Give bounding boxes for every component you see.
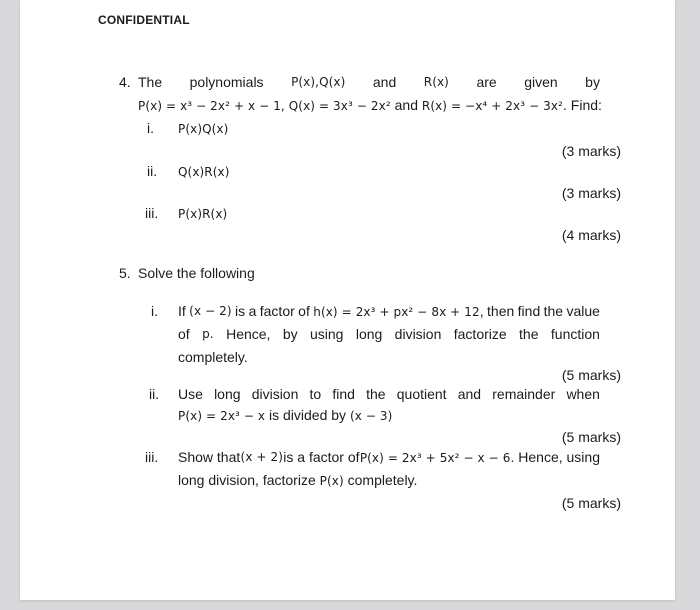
word: then [487, 303, 515, 319]
math-expr: R(x) = −x⁴ + 2x³ − 3x² [421, 99, 563, 113]
word: the [366, 386, 386, 402]
math-expr: (x + 2) [240, 450, 284, 464]
word: remainder [492, 386, 556, 402]
word: is divided by [269, 407, 347, 423]
q4-intro-line2 [138, 97, 602, 115]
math-expr: R(x) [423, 75, 449, 89]
word: find [517, 303, 541, 319]
word: The [138, 74, 163, 90]
word: quotient [396, 386, 447, 402]
word: and [457, 386, 482, 402]
word: completely. [347, 472, 418, 488]
q4-part-i-expr: P(x)Q(x) [178, 122, 229, 136]
math-expr: P(x),Q(x) [291, 75, 346, 89]
q5-number: 5. [119, 265, 131, 281]
q5-title: Solve the following [138, 265, 255, 281]
word: value [566, 303, 600, 319]
word: of [178, 326, 190, 342]
word: are [476, 74, 497, 90]
math-expr: (x − 3) [349, 409, 393, 423]
math-expr: P(x) [319, 474, 344, 488]
word: polynomials [189, 74, 264, 90]
word: given [524, 74, 558, 90]
word: of [298, 303, 310, 319]
q5-part-i-line2 [178, 326, 600, 343]
word: division [394, 326, 442, 342]
word: If [178, 303, 186, 319]
word: long [355, 326, 383, 342]
word: long [214, 386, 241, 402]
word: to [309, 386, 322, 402]
q5-part-i-line3: completely. [178, 349, 248, 365]
word: and [372, 74, 397, 90]
word: using [309, 326, 344, 342]
word: factorize [453, 326, 507, 342]
q5-part-iii-marks: (5 marks) [561, 495, 621, 511]
word: Use [178, 386, 203, 402]
word: factor [259, 303, 295, 319]
math-expr: P(x) = x³ − 2x² + x − 1, Q(x) = 3x³ − 2x² [138, 99, 391, 113]
document-page [20, 0, 675, 600]
q5-part-ii-marks: (5 marks) [561, 429, 621, 445]
q4-part-iii-number: iii. [145, 205, 159, 221]
confidential-header: CONFIDENTIAL [98, 13, 190, 27]
q5-part-i-line1 [178, 303, 600, 321]
math-expr: p. [202, 327, 214, 341]
q5-part-i-number: i. [151, 303, 158, 319]
word: Show that [178, 449, 241, 465]
word: Hence, [226, 326, 271, 342]
word: when [566, 386, 600, 402]
q4-part-iii-marks: (4 marks) [561, 227, 621, 243]
q5-part-ii-number: ii. [149, 386, 160, 402]
math-expr: (x − 2) [189, 304, 232, 318]
q5-part-iii-line1 [178, 449, 600, 467]
word: function [550, 326, 600, 342]
word: . Hence, using [510, 449, 600, 465]
word: and [394, 97, 418, 113]
q5-part-i-marks: (5 marks) [561, 367, 621, 383]
math-expr: P(x) = 2x³ + 5x² − x − 6 [359, 451, 511, 465]
q5-part-ii-line1 [178, 386, 600, 403]
q4-part-ii-marks: (3 marks) [561, 185, 621, 201]
word: division [251, 386, 299, 402]
word: long division, factorize [178, 472, 316, 488]
q4-part-iii-expr: P(x)R(x) [178, 207, 228, 221]
word: is a factor of [283, 449, 360, 465]
math-expr: h(x) = 2x³ + px² − 8x + 12 [313, 305, 480, 319]
q4-part-i-number: i. [147, 120, 154, 136]
word: the [543, 303, 564, 319]
word: find [332, 386, 355, 402]
q4-number: 4. [119, 74, 131, 90]
word: by [585, 74, 600, 90]
q5-part-ii-line2 [178, 407, 392, 425]
q5-part-iii-line2 [178, 472, 417, 490]
word: by [282, 326, 298, 342]
word: . Find: [563, 97, 602, 113]
word: the [519, 326, 539, 342]
q4-intro-line1 [138, 74, 600, 91]
q5-part-iii-number: iii. [145, 449, 159, 465]
math-expr: P(x) = 2x³ − x [178, 409, 266, 423]
word: , [479, 303, 484, 319]
q4-part-ii-number: ii. [147, 163, 158, 179]
q4-part-ii-expr: Q(x)R(x) [178, 165, 230, 179]
q4-part-i-marks: (3 marks) [561, 143, 621, 159]
word: is [235, 303, 246, 319]
word: a [248, 303, 257, 319]
